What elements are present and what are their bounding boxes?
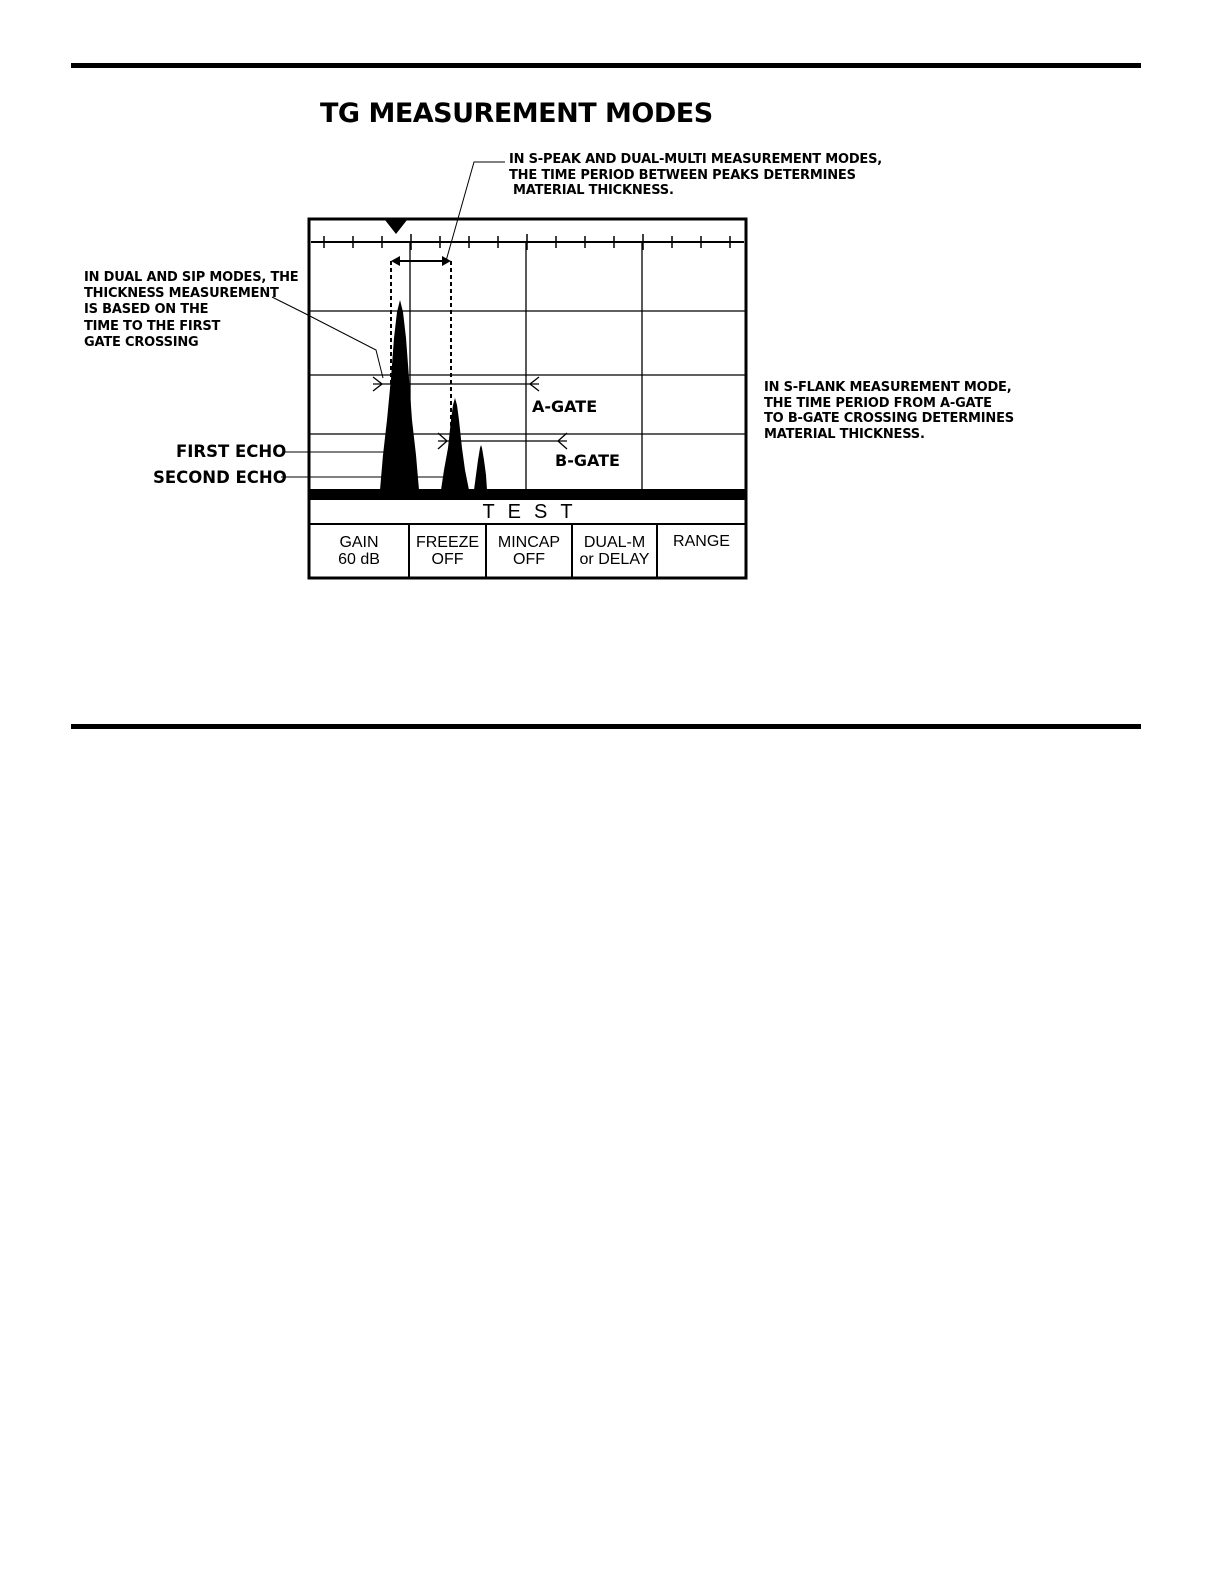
first-echo-label: FIRST ECHO <box>176 442 287 461</box>
dual-sip-note-line: THICKNESS MEASUREMENT <box>84 286 279 302</box>
delay-marker-icon <box>385 220 407 234</box>
dual-sip-note-line: IN DUAL AND SIP MODES, THE <box>84 270 299 285</box>
softkey-gain-value: 60 dB <box>338 551 380 568</box>
s-peak-note-line: MATERIAL THICKNESS. <box>513 183 674 198</box>
second-echo-peak <box>441 398 469 490</box>
softkey-dual-m[interactable] <box>573 525 658 577</box>
softkey-row <box>310 525 745 577</box>
dual-sip-leader <box>272 297 383 378</box>
a-gate-label: A-GATE <box>532 397 598 416</box>
second-echo-label: SECOND ECHO <box>153 468 287 487</box>
softkey-mincap-label: MINCAP <box>497 534 561 551</box>
s-peak-leader <box>446 162 505 261</box>
dual-sip-note-line: TIME TO THE FIRST <box>84 318 221 334</box>
bottom-rule <box>71 724 1141 729</box>
s-flank-note-line: TO B-GATE CROSSING DETERMINES <box>764 411 1014 426</box>
mode-label: TEST <box>482 501 586 523</box>
s-flank-note-line: IN S-FLANK MEASUREMENT MODE, <box>764 380 1012 395</box>
baseline-band <box>310 489 745 500</box>
page-title: TG MEASUREMENT MODES <box>320 98 713 129</box>
softkey-freeze-value: OFF <box>431 551 464 568</box>
b-gate-label: B-GATE <box>555 451 620 470</box>
s-peak-note-line: IN S-PEAK AND DUAL-MULTI MEASUREMENT MODES, <box>509 152 883 167</box>
arrowhead-left-icon <box>391 256 400 266</box>
softkey-range[interactable] <box>658 525 745 577</box>
softkey-dual-m-value: or DELAY <box>579 551 650 568</box>
s-flank-note-line: THE TIME PERIOD FROM A-GATE <box>764 395 992 411</box>
softkey-freeze[interactable] <box>410 525 487 577</box>
softkey-range-label: RANGE <box>673 533 730 550</box>
dual-sip-note-line: GATE CROSSING <box>84 334 199 350</box>
dual-sip-note-line: IS BASED ON THE <box>84 302 209 318</box>
first-echo-peak <box>380 300 419 490</box>
softkey-mincap-value: OFF <box>513 551 545 568</box>
softkey-freeze-label: FREEZE <box>415 534 480 551</box>
softkey-mincap[interactable] <box>487 525 573 577</box>
softkey-gain[interactable] <box>310 525 410 577</box>
third-echo-peak <box>474 445 487 490</box>
softkey-dual-m-label: DUAL-M <box>583 534 646 551</box>
softkey-gain-label: GAIN <box>339 534 379 551</box>
s-flank-note-line: MATERIAL THICKNESS. <box>764 426 925 442</box>
s-peak-note-line: THE TIME PERIOD BETWEEN PEAKS DETERMINES <box>509 167 856 183</box>
